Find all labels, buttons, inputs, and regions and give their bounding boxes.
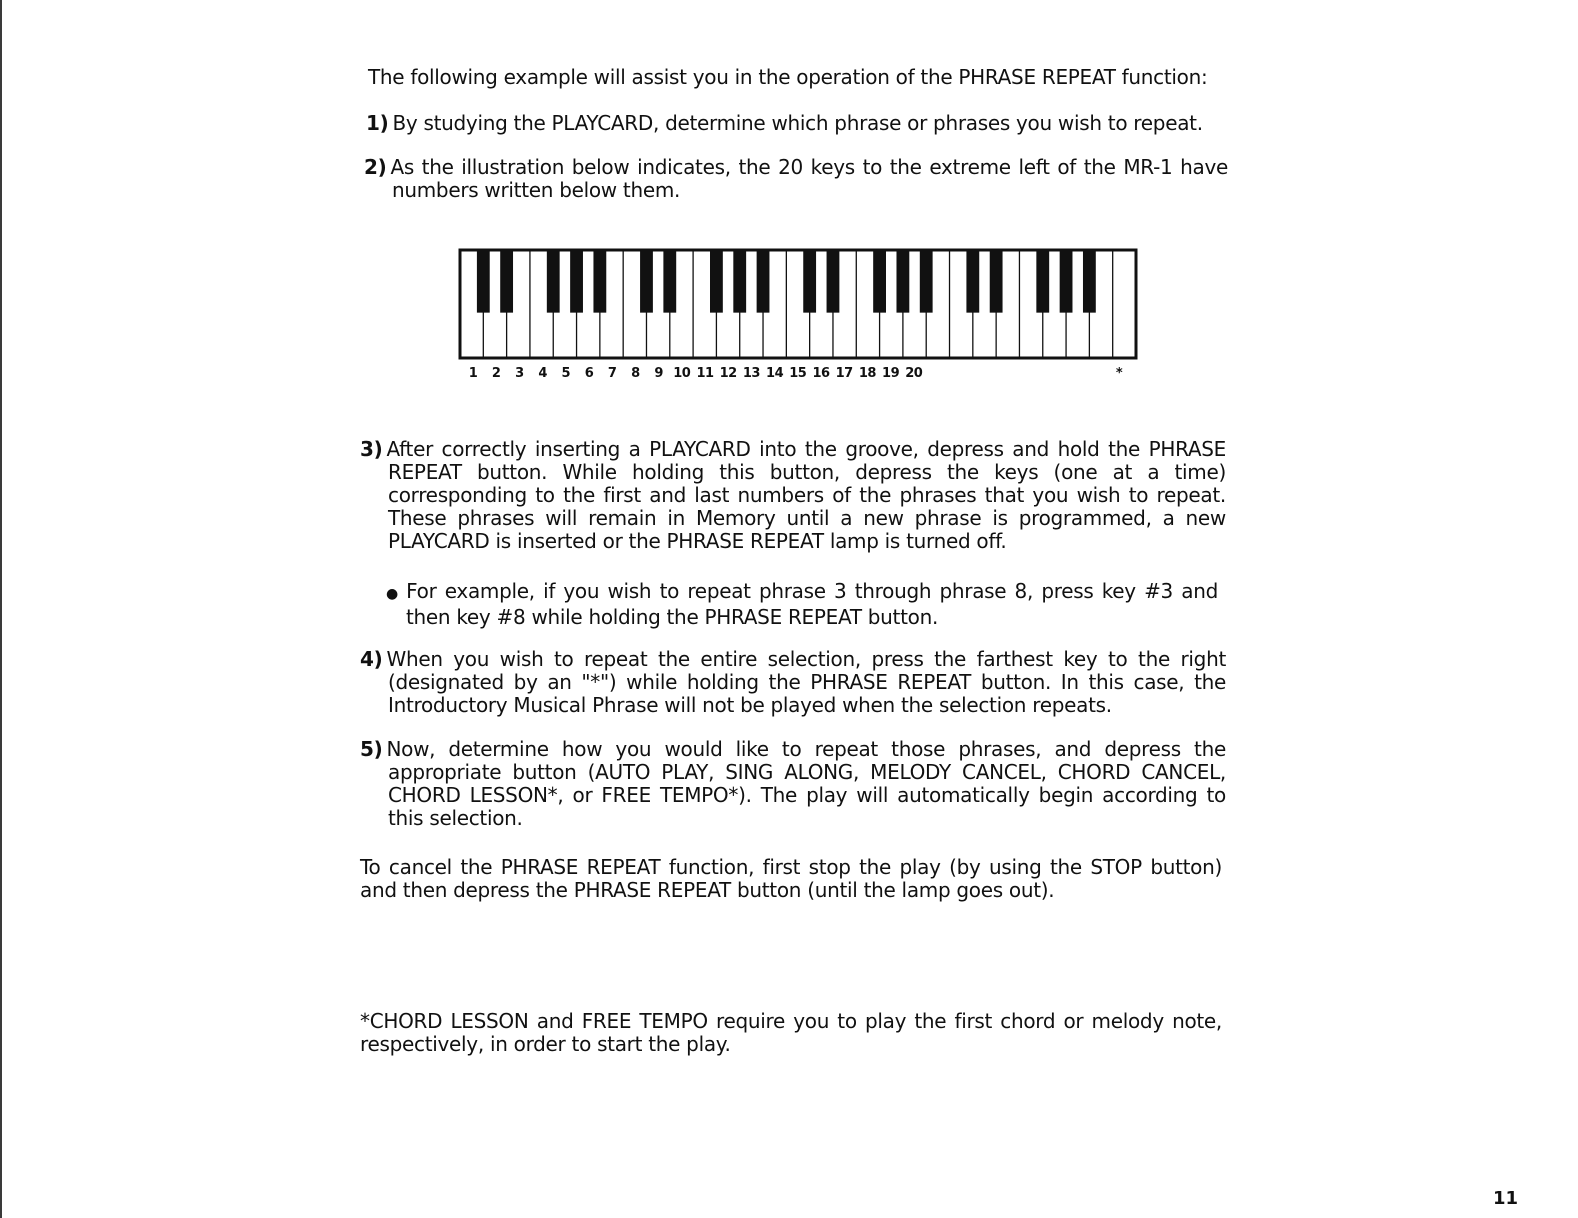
- intro-text: The following example will assist you in the operation of the PHRASE REPEAT function:: [368, 65, 1208, 89]
- key-number: 5: [561, 366, 571, 381]
- black-key: [663, 250, 676, 313]
- step-2-number: 2): [364, 155, 387, 179]
- example-bullet: [386, 580, 1218, 629]
- step-4-text: When you wish to repeat the entire selection, press the farthest key to the right (designated by an "*") while holding the PHRASE REPEAT button. In this case, the Introductory Musical Phrase will not be played when the selection repeats.: [386, 647, 1226, 717]
- step-4: [360, 648, 1226, 717]
- black-key: [966, 250, 979, 313]
- keyboard-frame: [460, 250, 1136, 358]
- black-key: [500, 250, 513, 313]
- black-key: [710, 250, 723, 313]
- black-key: [547, 250, 560, 313]
- key-number: 3: [515, 366, 524, 381]
- step-3: [360, 438, 1226, 553]
- key-number: 11: [696, 366, 714, 381]
- page-number: 11: [1492, 1188, 1518, 1209]
- step-1: [366, 112, 1228, 135]
- bullet-text: For example, if you wish to repeat phrase 3 through phrase 8, press key #3 and then key #8 while holding the PHRASE REPEAT button.: [406, 579, 1218, 629]
- black-key: [733, 250, 746, 313]
- page-left-edge: [0, 0, 2, 1218]
- key-number: 7: [607, 366, 617, 381]
- key-number: 15: [789, 366, 807, 381]
- black-key: [827, 250, 840, 313]
- black-key: [570, 250, 583, 313]
- black-key: [873, 250, 886, 313]
- black-key: [896, 250, 909, 313]
- bullet-mark: ●: [386, 586, 401, 602]
- key-number: 20: [905, 366, 923, 381]
- key-number: 13: [742, 366, 760, 381]
- step-4-number: 4): [360, 647, 383, 671]
- key-number: 8: [631, 366, 640, 381]
- key-number: 12: [719, 366, 737, 381]
- key-number: 16: [812, 366, 830, 381]
- key-number: 14: [766, 366, 784, 381]
- step-5-number: 5): [360, 737, 383, 761]
- key-number: 4: [538, 366, 547, 381]
- black-key: [757, 250, 770, 313]
- key-number: 6: [584, 366, 594, 381]
- key-number: 2: [491, 366, 501, 381]
- black-key: [920, 250, 933, 313]
- keyboard-illustration: [458, 248, 1138, 360]
- key-number: 1: [468, 366, 478, 381]
- step-1-text: By studying the PLAYCARD, determine which phrase or phrases you wish to repeat.: [392, 111, 1203, 135]
- key-number: 17: [835, 366, 853, 381]
- black-key: [990, 250, 1003, 313]
- step-5: [360, 738, 1226, 830]
- black-key: [1083, 250, 1096, 313]
- key-number: 10: [673, 366, 691, 381]
- black-key: [640, 250, 653, 313]
- cancel-note: To cancel the PHRASE REPEAT function, first stop the play (by using the STOP button) and then depress the PHRASE REPEAT button (until the lamp goes out).: [360, 855, 1222, 902]
- last-key-mark: *: [1115, 366, 1123, 381]
- black-key: [1036, 250, 1049, 313]
- step-3-text: After correctly inserting a PLAYCARD into the groove, depress and hold the PHRASE REPEAT button. While holding this button, depress the keys (one at a time) corresponding to the first and last numbers of the phrases that you wish to repeat. These phrases will remain in Memory until a new phrase is programmed, a new PLAYCARD is inserted or the PHRASE REPEAT lamp is turned off.: [386, 437, 1226, 553]
- key-number: 19: [882, 366, 900, 381]
- step-2-text: As the illustration below indicates, the 20 keys to the extreme left of the MR-1 have numbers written below them.: [390, 155, 1228, 202]
- black-key: [593, 250, 606, 313]
- step-3-number: 3): [360, 437, 383, 461]
- step-5-text: Now, determine how you would like to repeat those phrases, and depress the appropriate button (AUTO PLAY, SING ALONG, MELODY CANCEL, CHORD CANCEL, CHORD LESSON*, or FREE TEMPO*). The play will automatically begin according to this selection.: [386, 737, 1226, 830]
- step-1-number: 1): [366, 111, 389, 135]
- black-key: [477, 250, 490, 313]
- step-2: [364, 156, 1228, 202]
- key-number: 9: [654, 366, 663, 381]
- footnote: *CHORD LESSON and FREE TEMPO require you to play the first chord or melody note, respectively, in order to start the play.: [360, 1009, 1222, 1056]
- black-key: [803, 250, 816, 313]
- black-key: [1060, 250, 1073, 313]
- key-number: 18: [858, 366, 876, 381]
